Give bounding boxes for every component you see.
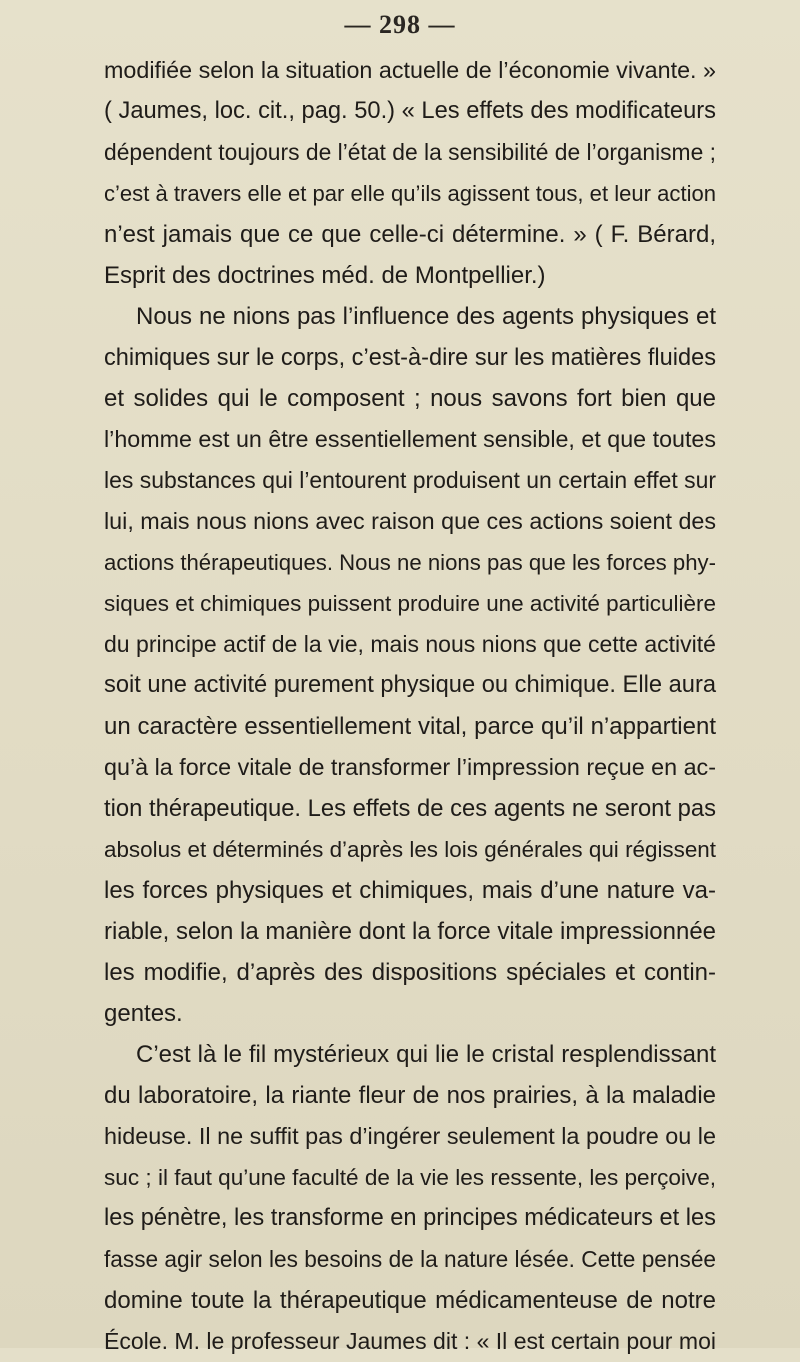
text-line: absolus et déterminés d’après les lois générales qui régissent (104, 837, 716, 862)
text-line: lui, mais nous nions avec raison que ces actions soient des (104, 508, 717, 534)
text-line: n’est jamais que ce que celle-ci détermine. » ( F. Bérard, (104, 221, 716, 248)
text-line: Nous ne nions pas l’influence des agents physiques et (136, 303, 716, 330)
text-line: les substances qui l’entourent produisent un certain effet sur (104, 467, 716, 493)
text-line: et solides qui le composent ; nous savons fort bien que (104, 385, 716, 412)
text-line: qu’à la force vitale de transformer l’impression reçue en ac- (104, 754, 716, 780)
text-line: ( Jaumes, loc. cit., pag. 50.) « Les effets des modificateurs (104, 98, 716, 124)
text-line: du laboratoire, la riante fleur de nos prairies, à la maladie (104, 1082, 716, 1109)
text-line: domine toute la thérapeutique médicamenteuse de notre (104, 1287, 716, 1314)
text-line: siques et chimiques puissent produire une activité particulière (104, 591, 716, 616)
text-line: c’est à travers elle et par elle qu’ils agissent tous, et leur action (104, 181, 716, 206)
body-text (104, 50, 716, 1362)
text-line: les pénètre, les transforme en principes médicateurs et les (104, 1205, 716, 1231)
text-line: modifiée selon la situation actuelle de l’économie vivante. » (104, 57, 716, 83)
text-line: l’homme est un être essentiellement sensible, et que toutes (104, 426, 716, 452)
text-line: hideuse. Il ne suffit pas d’ingérer seulement la poudre ou le (104, 1123, 716, 1149)
text-line: suc ; il faut qu’une faculté de la vie les ressente, les perçoive, (104, 1165, 716, 1190)
text-line: riable, selon la manière dont la force vitale impressionnée (104, 918, 716, 945)
text-line: École. M. le professeur Jaumes dit : « Il est certain pour moi (104, 1328, 716, 1354)
text-line: gentes. (104, 1000, 183, 1027)
text-line: tion thérapeutique. Les effets de ces agents ne seront pas (104, 795, 716, 822)
page-number: — 298 — (344, 10, 456, 39)
text-line: C’est là le fil mystérieux qui lie le cristal resplendissant (136, 1041, 716, 1068)
text-line: un caractère essentiellement vital, parce qu’il n’appartient (104, 713, 716, 740)
text-line: les forces physiques et chimiques, mais d’une nature va- (104, 877, 716, 904)
text-line: fasse agir selon les besoins de la nature lésée. Cette pensée (104, 1246, 716, 1272)
text-line: dépendent toujours de l’état de la sensibilité de l’organisme ; (104, 139, 716, 165)
text-line: chimiques sur le corps, c’est-à-dire sur les matières fluides (104, 344, 716, 370)
text-line: du principe actif de la vie, mais nous nions que cette activité (104, 631, 716, 657)
text-line: actions thérapeutiques. Nous ne nions pas que les forces phy- (104, 550, 716, 575)
text-line: Esprit des doctrines méd. de Montpellier.) (104, 262, 546, 289)
text-line: soit une activité purement physique ou chimique. Elle aura (104, 672, 716, 698)
text-line: les modifie, d’après des dispositions spéciales et contin- (104, 959, 716, 986)
